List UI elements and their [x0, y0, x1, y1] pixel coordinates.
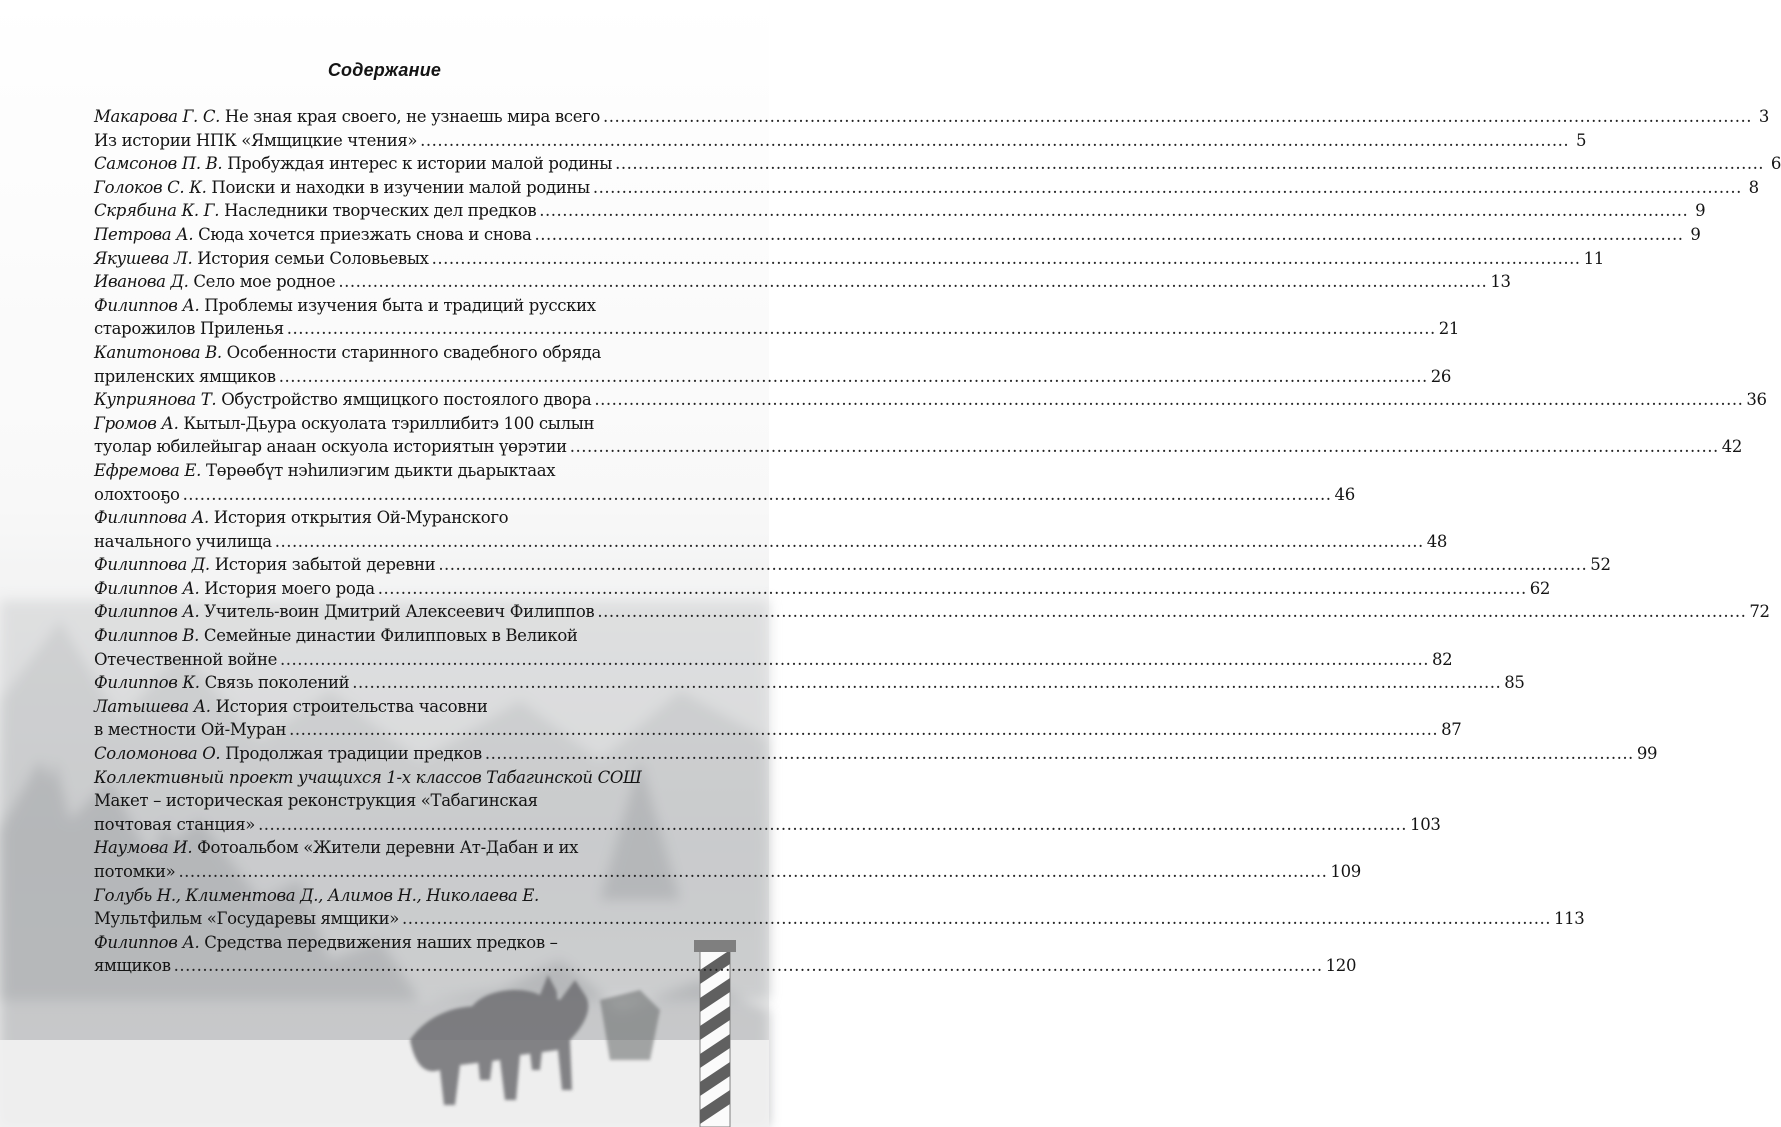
toc-title: Кытыл-Дьура оскуолата тэриллибитэ 100 сылын — [183, 413, 595, 433]
toc-page-number[interactable]: 62 — [1529, 578, 1551, 598]
toc-author: Филиппов А. — [94, 578, 200, 598]
toc-title-line — [94, 247, 429, 271]
toc-title: Проблемы изучения быта и традиций русских — [204, 295, 596, 315]
toc-page-number[interactable]: 48 — [1426, 531, 1448, 551]
toc-entry[interactable] — [94, 836, 1361, 883]
toc-page-number[interactable]: 9 — [1690, 224, 1701, 244]
dot-leader: ........................................................................................................................................................................................................ — [173, 956, 1323, 976]
toc-author: Макарова Г. С. — [94, 107, 220, 126]
toc-page-number[interactable]: 82 — [1432, 649, 1453, 669]
toc-title: Мультфильм «Государевы ямщики» — [94, 909, 400, 929]
toc-title-line — [94, 388, 591, 412]
toc-author: Филиппов А. — [94, 932, 200, 952]
toc-title: Средства передвижения наших предков – — [204, 932, 558, 952]
dot-leader: ........................................................................................................................................................................................................ — [182, 484, 1332, 504]
page-title: Содержание — [327, 60, 442, 80]
toc-title-line — [94, 129, 417, 153]
toc-entry[interactable] — [94, 247, 1604, 271]
toc-title-line — [94, 553, 435, 577]
dot-leader: ........................................................................................................................................................................................................ — [377, 578, 1527, 598]
toc-page-number[interactable]: 72 — [1749, 602, 1770, 622]
dot-leader: ........................................................................................................................................................................................................ — [431, 248, 1581, 268]
dot-leader: ........................................................................................................................................................................................................ — [615, 154, 1765, 174]
toc-title: Семейные династии Филипповых в Великой — [203, 626, 578, 646]
toc-author: Латышева А. — [94, 696, 211, 716]
toc-title: олохтооҕо — [94, 484, 180, 504]
toc-entry[interactable] — [94, 577, 1551, 601]
toc-title-line — [94, 105, 600, 129]
toc-page-number[interactable]: 103 — [1410, 814, 1441, 834]
dot-leader: ........................................................................................................................................................................................................ — [534, 224, 1684, 244]
toc-title: Төрөөбүт нэһилиэгим дьикти дьарыктаах — [205, 460, 556, 480]
toc-page-number[interactable]: 3 — [1758, 107, 1769, 126]
toc-page-number[interactable]: 6 — [1770, 154, 1781, 174]
toc-title: почтовая станция» — [94, 814, 256, 834]
toc-entry[interactable] — [94, 553, 1611, 577]
dot-leader: ........................................................................................................................................................................................................ — [286, 319, 1436, 339]
toc-title: Особенности старинного свадебного обряда — [226, 342, 601, 362]
toc-page-number[interactable]: 9 — [1695, 201, 1706, 221]
toc-title-line — [94, 648, 277, 672]
toc-entry[interactable] — [94, 176, 1759, 200]
toc-author: Филиппова Д. — [94, 555, 210, 575]
toc-title-line — [94, 813, 255, 837]
toc-entry[interactable] — [94, 129, 1587, 153]
toc-author: Наумова И. — [94, 838, 193, 858]
toc-author: Филиппова А. — [94, 508, 209, 528]
dot-leader: ........................................................................................................................................................................................................ — [603, 107, 1752, 126]
toc-page-number[interactable]: 99 — [1636, 744, 1658, 764]
toc-page-number[interactable]: 109 — [1330, 862, 1361, 881]
toc-title-line — [94, 317, 284, 341]
toc-title-line — [94, 294, 596, 318]
dot-leader: ........................................................................................................................................................................................................ — [258, 814, 1408, 834]
toc-title-line — [94, 954, 171, 978]
dot-leader: ........................................................................................................................................................................................................ — [280, 649, 1430, 669]
toc-author: Самсонов П. В. — [94, 154, 223, 174]
toc-title: потомки» — [94, 862, 176, 881]
dot-leader: ........................................................................................................................................................................................................ — [438, 555, 1588, 575]
table-of-contents — [94, 105, 1781, 978]
toc-author: Якушева Л. — [94, 248, 193, 268]
toc-title-line — [94, 459, 555, 483]
toc-entry[interactable] — [94, 506, 1448, 553]
toc-page-number[interactable]: 13 — [1490, 272, 1511, 292]
toc-title-line — [94, 742, 482, 766]
toc-title-line — [94, 435, 567, 459]
dot-leader: ........................................................................................................................................................................................................ — [484, 744, 1634, 764]
toc-title: ямщиков — [94, 956, 171, 976]
toc-entry[interactable] — [94, 624, 1453, 671]
toc-author: Куприянова Т. — [94, 390, 217, 410]
toc-title: История моего рода — [204, 578, 375, 598]
toc-author: Иванова Д. — [94, 272, 189, 292]
toc-page-number[interactable]: 85 — [1504, 673, 1525, 693]
toc-page-number[interactable]: 26 — [1430, 366, 1451, 386]
toc-title-line — [94, 907, 399, 931]
toc-entry[interactable] — [94, 294, 1460, 341]
dot-leader: ........................................................................................................................................................................................................ — [274, 531, 1424, 551]
toc-title-line — [94, 577, 375, 601]
toc-page-number[interactable]: 113 — [1554, 909, 1585, 929]
toc-title: Фотоальбом «Жители деревни Ат-Дабан и их — [197, 838, 579, 858]
toc-author: Голубь Н., Климентова Д., Алимов Н., Николаева Е. — [94, 885, 539, 905]
toc-title-line — [94, 600, 594, 624]
toc-author: Громов А. — [94, 413, 179, 433]
toc-page-number[interactable]: 36 — [1746, 390, 1767, 410]
toc-author: Скрябина К. Г. — [94, 201, 220, 221]
toc-entry[interactable] — [94, 459, 1355, 506]
toc-entry[interactable] — [94, 884, 1585, 931]
toc-title: Село мое родное — [193, 272, 336, 292]
toc-title: Не зная края своего, не узнаешь мира всего — [224, 107, 600, 126]
dot-leader: ........................................................................................................................................................................................................ — [402, 909, 1552, 929]
toc-entry[interactable] — [94, 412, 1743, 459]
toc-entry[interactable] — [94, 766, 1441, 837]
toc-page-number[interactable]: 52 — [1590, 555, 1611, 575]
toc-title-line — [94, 365, 276, 389]
toc-author: Ефремова Е. — [94, 460, 202, 480]
toc-title: История семьи Соловьевых — [197, 248, 429, 268]
toc-title-line — [94, 860, 175, 884]
dot-leader: ........................................................................................................................................................................................................ — [278, 366, 1428, 386]
toc-title: приленских ямщиков — [94, 366, 276, 386]
toc-author: Соломонова О. — [94, 744, 221, 764]
toc-title: Отечественной войне — [94, 649, 278, 669]
toc-title-line — [94, 483, 180, 507]
toc-title: Учитель-воин Дмитрий Алексеевич Филиппов — [204, 602, 595, 622]
toc-entry[interactable] — [94, 388, 1767, 412]
toc-entry[interactable] — [94, 152, 1781, 176]
toc-title-line — [94, 789, 538, 813]
toc-page-number[interactable]: 5 — [1575, 130, 1587, 150]
toc-page-number[interactable]: 87 — [1441, 720, 1462, 740]
dot-leader: ........................................................................................................................................................................................................ — [569, 437, 1719, 457]
toc-entry[interactable] — [94, 600, 1770, 624]
toc-entry[interactable] — [94, 742, 1658, 766]
toc-title-line — [94, 412, 594, 436]
dot-leader: ........................................................................................................................................................................................................ — [352, 673, 1502, 693]
toc-page-number[interactable]: 120 — [1325, 956, 1357, 976]
dot-leader: ........................................................................................................................................................................................................ — [592, 177, 1742, 197]
toc-author: Филиппов В. — [94, 626, 200, 646]
toc-title: Из истории НПК «Ямщицкие чтения» — [94, 130, 418, 150]
toc-title-line — [94, 270, 335, 294]
toc-title: старожилов Приленья — [94, 319, 284, 339]
toc-title: туолар юбилейыгар анаан оскуола историятын үөрэтии — [94, 437, 567, 457]
toc-entry[interactable] — [94, 270, 1511, 294]
toc-title-line — [94, 176, 590, 200]
toc-entry[interactable] — [94, 341, 1451, 388]
toc-title-line — [94, 199, 536, 223]
toc-title: Пробуждая интерес к истории малой родины — [227, 154, 613, 174]
toc-title-line — [94, 506, 508, 530]
toc-title: Поиски и находки в изучении малой родины — [211, 177, 590, 197]
toc-author: Капитонова В. — [94, 342, 222, 362]
toc-author: Петрова А. — [94, 224, 194, 244]
dot-leader: ........................................................................................................................................................................................................ — [594, 390, 1744, 410]
dot-leader: ........................................................................................................................................................................................................ — [539, 201, 1689, 221]
toc-title-line — [94, 931, 558, 955]
dot-leader: ........................................................................................................................................................................................................ — [597, 602, 1747, 622]
toc-title-line — [94, 223, 532, 247]
toc-page-number[interactable]: 11 — [1583, 248, 1604, 268]
toc-title: Продолжая традиции предков — [225, 744, 482, 764]
toc-author: Коллективный проект учащихся 1-х классов Табагинской СОШ — [94, 767, 642, 787]
toc-title-line — [94, 695, 488, 719]
toc-title-line — [94, 624, 578, 648]
toc-title: Сюда хочется приезжать снова и снова — [198, 224, 532, 244]
toc-title-line — [94, 152, 612, 176]
toc-title: в местности Ой-Муран — [94, 720, 287, 740]
toc-entry[interactable] — [94, 671, 1525, 695]
toc-title: Наследники творческих дел предков — [224, 201, 537, 221]
dot-leader: ........................................................................................................................................................................................................ — [289, 720, 1439, 740]
toc-entry[interactable] — [94, 695, 1462, 742]
toc-title: История строительства часовни — [215, 696, 488, 716]
toc-title-line — [94, 718, 286, 742]
toc-title-line — [94, 341, 601, 365]
toc-entry[interactable] — [94, 199, 1706, 223]
toc-page-number[interactable]: 46 — [1334, 484, 1355, 504]
toc-title: Макет – историческая реконструкция «Табагинская — [94, 791, 538, 811]
toc-title: История забытой деревни — [214, 555, 436, 575]
toc-entry[interactable] — [94, 105, 1769, 129]
toc-entry[interactable] — [94, 223, 1701, 247]
toc-author: Филиппов А. — [94, 602, 200, 622]
toc-page-number[interactable]: 42 — [1721, 437, 1743, 457]
toc-title: начального училища — [94, 531, 272, 551]
toc-page-number[interactable]: 21 — [1438, 319, 1460, 339]
toc-title: История открытия Ой-Муранского — [213, 508, 509, 528]
toc-author: Филиппов А. — [94, 295, 200, 315]
toc-author: Голоков С. К. — [94, 177, 207, 197]
toc-title: Обустройство ямщицкого постоялого двора — [221, 390, 592, 410]
toc-title: Связь поколений — [204, 673, 350, 693]
dot-leader: ........................................................................................................................................................................................................ — [420, 130, 1570, 150]
toc-title-line — [94, 671, 349, 695]
toc-title-line — [94, 530, 272, 554]
toc-title-line — [94, 836, 578, 860]
toc-entry[interactable] — [94, 931, 1357, 978]
dot-leader: ........................................................................................................................................................................................................ — [178, 862, 1328, 881]
dot-leader: ........................................................................................................................................................................................................ — [338, 272, 1488, 292]
toc-author: Филиппов К. — [94, 673, 200, 693]
toc-page-number[interactable]: 8 — [1748, 177, 1759, 197]
